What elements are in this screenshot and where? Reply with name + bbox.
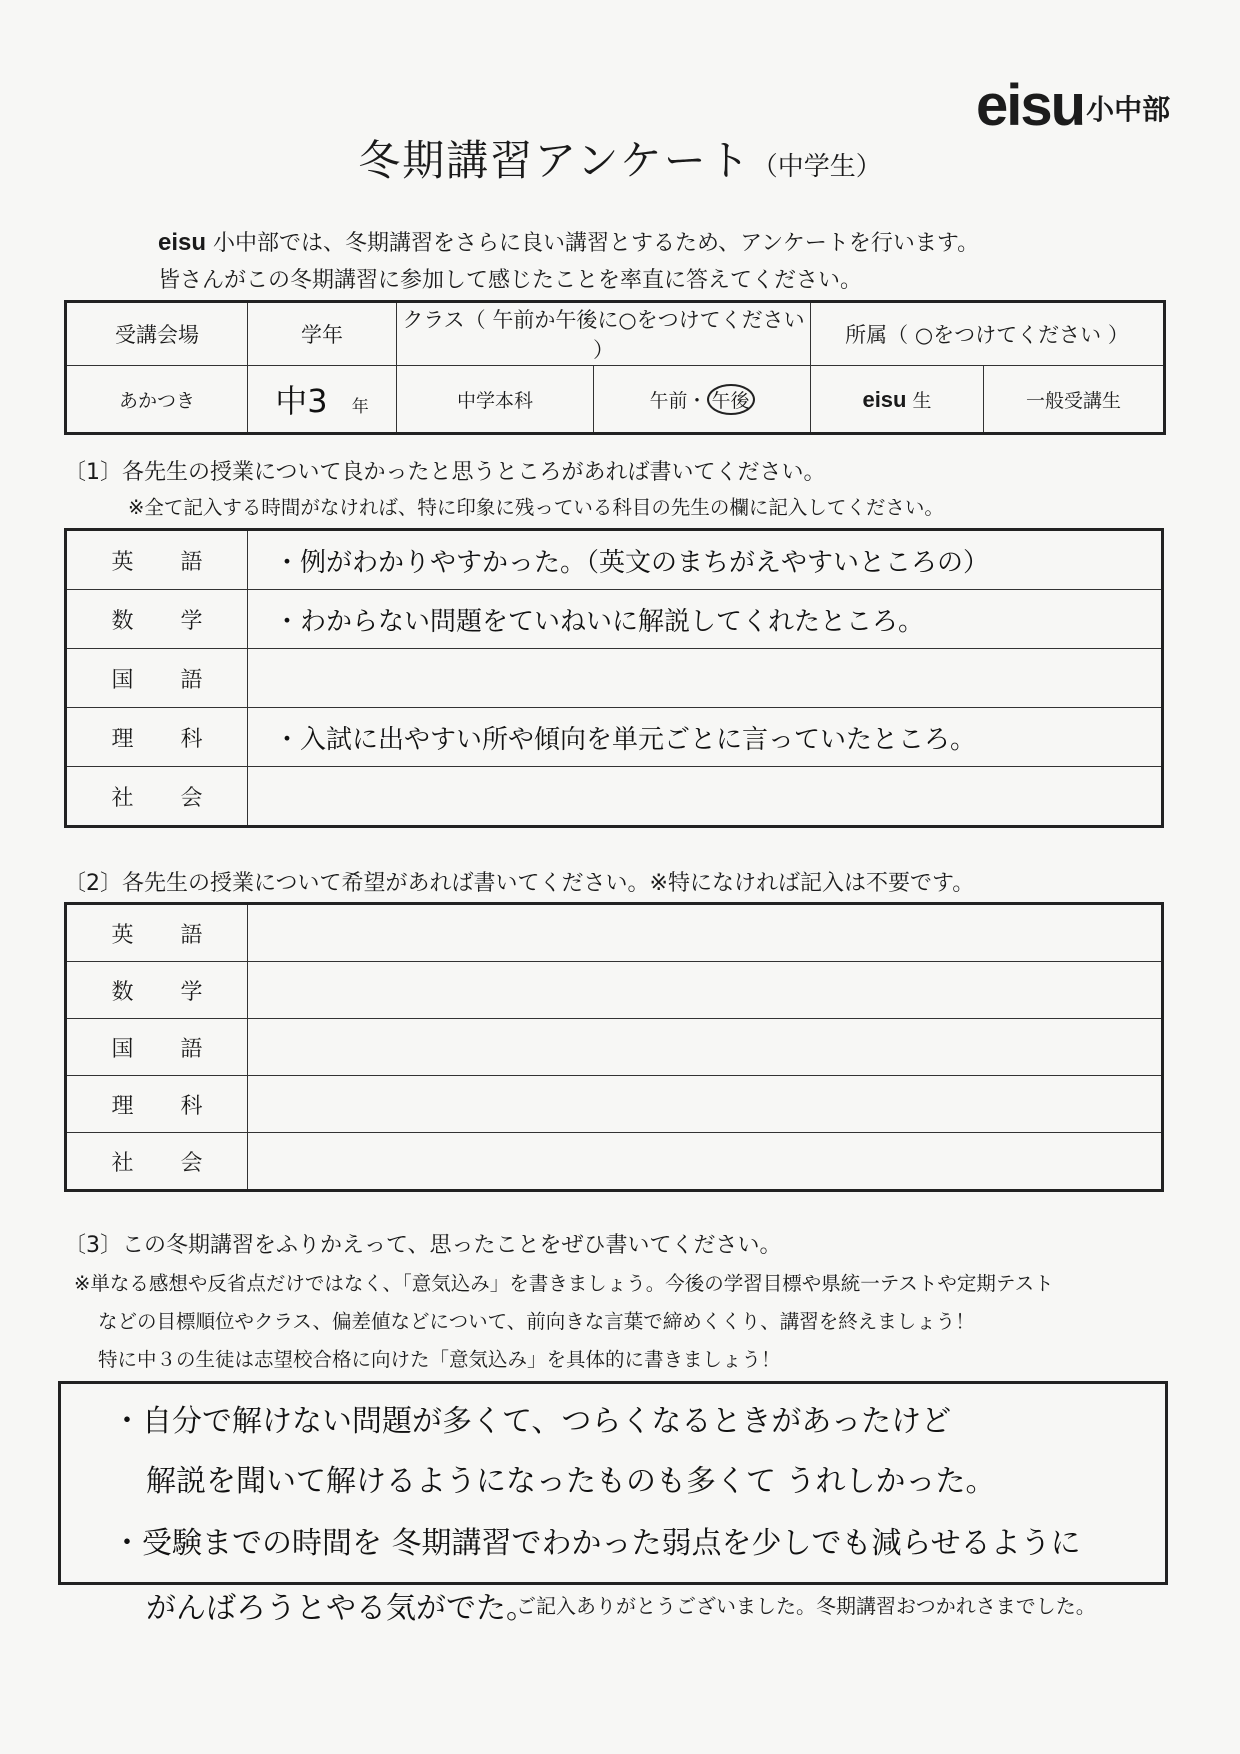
q1-subject-math: 数 学 — [111, 608, 203, 634]
grade-unit: 年 — [351, 397, 369, 417]
q3-answer-line-2: 解説を聞いて解けるようになったものも多くて うれしかった。 — [146, 1464, 996, 1499]
affil-general-cell — [984, 366, 1165, 434]
info-table — [64, 300, 1166, 435]
session-cell — [594, 366, 811, 434]
intro-text-1: 小中部では、冬期講習をさらに良い講習とするため、アンケートを行います。 — [206, 231, 980, 256]
q1-subject-japanese: 国 語 — [111, 667, 203, 693]
affil-eisu-cell — [811, 366, 984, 434]
q1-answer-english: ・例がわかりやすかった。（英文のまちがえやすいところの） — [248, 530, 1163, 590]
q2-answer-social — [248, 1133, 1163, 1191]
session-pm-circled: 午後 — [707, 384, 755, 415]
header-class: クラス（ 午前か午後に○をつけてください ） — [397, 302, 811, 366]
intro-brand: eisu — [158, 229, 207, 256]
q1-subject-social: 社 会 — [111, 785, 203, 811]
q2-answer-math — [248, 962, 1163, 1019]
q3-answer-line-4: がんばろうとやる気がでた。 — [146, 1591, 536, 1626]
course-value: 中学本科 — [397, 366, 594, 434]
q2-answer-japanese — [248, 1019, 1163, 1076]
q1-heading: 〔1〕各先生の授業について良かったと思うところがあれば書いてください。 — [64, 460, 826, 485]
q2-subject-japanese: 国 語 — [111, 1036, 203, 1062]
q3-answer-line-3: ・受験までの時間を 冬期講習でわかった弱点を少しでも減らせるように — [112, 1526, 1081, 1561]
q3-note-1: ※単なる感想や反省点だけではなく、「意気込み」を書きましょう。今後の学習目標や県統一テストや定期テスト — [74, 1272, 1054, 1295]
q2-subject-science: 理 科 — [111, 1093, 203, 1119]
q3-note-3: 特に中３の生徒は志望校合格に向けた「意気込み」を具体的に書きましょう！ — [98, 1348, 781, 1371]
session-am: 午前 — [649, 389, 688, 412]
grade-value: 中3 — [275, 382, 328, 420]
closing-thanks: ご記入ありがとうございました。冬期講習おつかれさまでした。 — [516, 1594, 1096, 1618]
page-title — [0, 128, 1240, 188]
header-affiliation: 所属（ ○をつけてください ） — [811, 302, 1165, 366]
q1-subject-english: 英 語 — [111, 549, 203, 575]
intro-line-2: 皆さんがこの冬期講習に参加して感じたことを率直に答えてください。 — [158, 268, 863, 293]
session-sep: ・ — [687, 389, 707, 412]
title-main: 冬期講習アンケート — [358, 136, 752, 185]
q2-answer-science — [248, 1076, 1163, 1133]
q1-answer-social — [248, 767, 1163, 827]
header-grade: 学年 — [248, 302, 397, 366]
q1-answer-japanese — [248, 649, 1163, 708]
q2-subject-math: 数 学 — [111, 979, 203, 1005]
q3-answer-line-1: ・自分で解けない問題が多くて、つらくなるときがあったけど — [112, 1404, 952, 1439]
q2-subject-english: 英 語 — [111, 922, 203, 948]
affil-brand: eisu — [862, 386, 907, 412]
q2-heading: 〔2〕各先生の授業について希望があれば書いてください。※特になければ記入は不要です。 — [64, 871, 975, 896]
q1-answer-math: ・わからない問題をていねいに解説してくれたところ。 — [248, 590, 1163, 649]
intro-line-1 — [158, 226, 979, 257]
venue-value: あかつき — [66, 366, 248, 434]
affil-student: 生 — [906, 389, 932, 412]
q3-heading: 〔3〕この冬期講習をふりかえって、思ったことをぜひ書いてください。 — [64, 1233, 782, 1258]
affil-general: 一般受講生 — [1025, 389, 1121, 412]
q1-note: ※全て記入する時間がなければ、特に印象に残っている科目の先生の欄に記入してください。 — [128, 496, 944, 519]
q3-note-2: などの目標順位やクラス、偏差値などについて、前向きな言葉で締めくくり、講習を終えましょう！ — [98, 1310, 975, 1333]
q2-answer-english — [248, 904, 1163, 962]
q1-table — [64, 528, 1164, 828]
logo-brand: eisu — [976, 73, 1085, 138]
grade-cell — [248, 366, 397, 434]
title-sub: （中学生） — [751, 152, 882, 182]
header-venue: 受講会場 — [66, 302, 248, 366]
q1-answer-science: ・入試に出やすい所や傾向を単元ごとに言っていたところ。 — [248, 708, 1163, 767]
logo-sub: 小中部 — [1086, 94, 1171, 125]
q1-subject-science: 理 科 — [111, 726, 203, 752]
q2-subject-social: 社 会 — [111, 1150, 203, 1176]
q2-table — [64, 902, 1164, 1192]
